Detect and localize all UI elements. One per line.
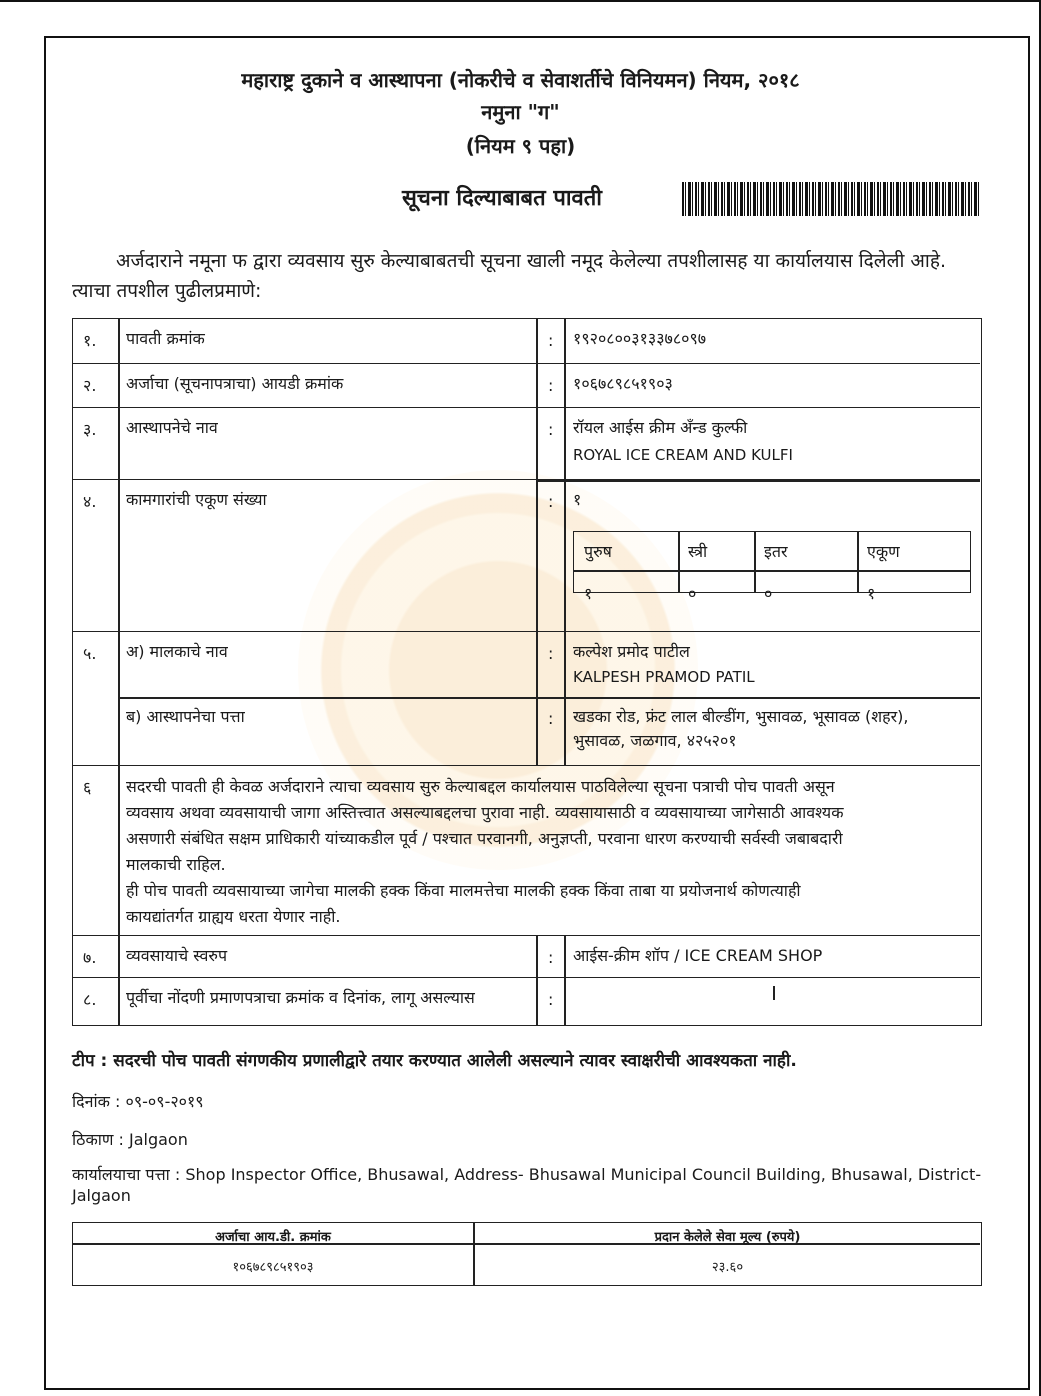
row-colon: : (548, 948, 554, 967)
row-label: अ) मालकाचे नाव (126, 642, 228, 661)
row-number: ७. (83, 948, 97, 967)
establishment-name: रॉयल आईस क्रीम अँन्ड कुल्फी (573, 418, 748, 437)
row-divider (536, 480, 980, 482)
rule-reference: (नियम ९ पहा) (465, 134, 576, 158)
barcode (682, 182, 980, 216)
female-header: स्त्री (688, 542, 708, 561)
row-colon: : (548, 990, 554, 1009)
establishment-address-line2: भुसावळ, जळगाव, ४२५२०१ (573, 731, 737, 750)
details-table (72, 318, 982, 1026)
row-label: आस्थापनेचे नाव (126, 418, 218, 437)
row-label: कामगारांची एकूण संख्या (126, 490, 267, 509)
table-row (73, 363, 980, 407)
service-fee-header: प्रदान केलेले सेवा मूल्य (रुपये) (654, 1230, 801, 1245)
row-label: व्यवसायाचे स्वरुप (126, 946, 228, 965)
inner-row-divider (574, 570, 970, 572)
row-number: ३. (83, 420, 97, 439)
owner-name: कल्पेश प्रमोद पाटील (573, 642, 690, 661)
worker-breakdown-table (573, 531, 971, 603)
application-id: १०६७८९८५१९०३ (573, 374, 673, 393)
disclaimer-line: व्यवसाय अथवा व्यवसायाची जागा अस्तित्त्वात असल्याबद्दलचा पुरावा नाही. व्यवसायासाठी व व्यवसायाच्या जागेसाठी आवश्यक (126, 803, 844, 822)
other-header: इतर (764, 542, 788, 561)
table-row (73, 977, 980, 1025)
row-colon: : (548, 331, 554, 350)
row-divider (118, 697, 980, 699)
row-number: १. (83, 331, 97, 350)
row-label: अर्जाचा (सूचनापत्राचा) आयडी क्रमांक (126, 374, 344, 393)
text-cursor-mark (773, 986, 775, 1000)
row-colon: : (548, 492, 554, 511)
application-id-value: १०६७८९८५१९०३ (232, 1260, 314, 1275)
table-row (73, 697, 980, 765)
service-fee-value: २३.६० (711, 1260, 744, 1275)
issue-place: ठिकाण : Jalgaon (72, 1130, 188, 1149)
female-count: ० (688, 584, 697, 603)
table-row (73, 935, 980, 977)
business-type: आईस-क्रीम शॉप / ICE CREAM SHOP (573, 946, 823, 965)
male-header: पुरुष (584, 542, 612, 561)
table-row (73, 319, 980, 363)
inner-col-divider (754, 532, 756, 592)
inner-col-divider (857, 532, 859, 592)
total-count: १ (867, 584, 876, 603)
inner-col-divider (678, 532, 680, 592)
rules-title: महाराष्ट्र दुकाने व आस्थापना (नोकरीचे व सेवाशर्तीचे विनियमन) नियम, २०१८ (241, 68, 800, 92)
row-label: ब) आस्थापनेचा पत्ता (126, 707, 245, 726)
table-row (73, 631, 980, 697)
total-header: एकूण (867, 542, 900, 561)
table-row (73, 765, 980, 935)
owner-name-en: KALPESH PRAMOD PATIL (573, 668, 755, 686)
application-id-header: अर्जाचा आय.डी. क्रमांक (215, 1230, 331, 1245)
establishment-name-en: ROYAL ICE CREAM AND KULFI (573, 446, 793, 464)
row-colon: : (548, 709, 554, 728)
other-count: ० (764, 584, 773, 603)
row-number: २. (83, 376, 97, 395)
row-colon: : (548, 420, 554, 439)
page-frame-top (0, 0, 1041, 2)
establishment-address-line1: खडका रोड, फ्रंट लाल बील्डींग, भुसावळ, भूसावळ (शहर), (573, 707, 909, 726)
row-number: ४. (83, 492, 97, 511)
row-label: पूर्वीचा नोंदणी प्रमाणपत्राचा क्रमांक व दिनांक, लागू असल्यास (126, 988, 475, 1007)
fee-table (72, 1222, 982, 1286)
form-name: नमुना "ग" (481, 100, 560, 124)
row-colon: : (548, 644, 554, 663)
receipt-number: १९२०८००३१३३७८०९७ (573, 329, 707, 348)
male-count: १ (584, 584, 593, 603)
receipt-title: सूचना दिल्याबाबत पावती (402, 186, 602, 211)
issue-date: दिनांक : ०९-०९-२०१९ (72, 1092, 204, 1111)
disclaimer-line: ही पोच पावती व्यवसायाच्या जागेचा मालकी हक्क किंवा मालमत्तेचा मालकी हक्क किंवा ताबा या प्रयोजनार्थ कोणत्याही (126, 881, 801, 900)
computer-generated-note: टीप : सदरची पोच पावती संगणकीय प्रणालीद्वारे तयार करण्यात आलेली असल्याने त्यावर स्वाक्षरीची आवश्यकता नाही. (72, 1051, 797, 1071)
office-address: कार्यालयाचा पत्ता : Shop Inspector Office, Bhusawal, Address- Bhusawal Municipal Council Building, Bhusawal, District-Jalgaon (72, 1165, 982, 1205)
row-number: ८. (83, 990, 97, 1009)
row-label: पावती क्रमांक (126, 329, 205, 348)
disclaimer-line: सदरची पावती ही केवळ अर्जदाराने त्याचा व्यवसाय सुरु केल्याबद्दल कार्यालयास पाठविलेल्या सूचना पत्राची पोच पावती असून (126, 777, 835, 796)
disclaimer-line: कायद्यांतर्गत ग्राह्यय धरता येणार नाही. (126, 907, 341, 926)
intro-paragraph: अर्जदाराने नमूना फ द्वारा व्यवसाय सुरु केल्याबाबतची सूचना खाली नमूद केलेल्या तपशीलासह या कार्यालयास दिलेली आहे. त्याचा तपशील पुढीलप्रमाणे: (72, 250, 946, 302)
table-row (73, 407, 980, 479)
row-number: ६ (83, 778, 92, 797)
row-colon: : (548, 376, 554, 395)
row-number: ५. (83, 644, 97, 663)
disclaimer-line: मालकाची राहिल. (126, 855, 226, 874)
disclaimer-line: असणारी संबंधित सक्षम प्राधिकारी यांच्याकडील पूर्व / पश्चात परवानगी, अनुज्ञप्ती, परवाना धारण करण्याची सर्वस्वी जबाबदारी (126, 829, 843, 848)
total-workers: १ (573, 490, 582, 509)
disclaimer-text (126, 774, 844, 930)
